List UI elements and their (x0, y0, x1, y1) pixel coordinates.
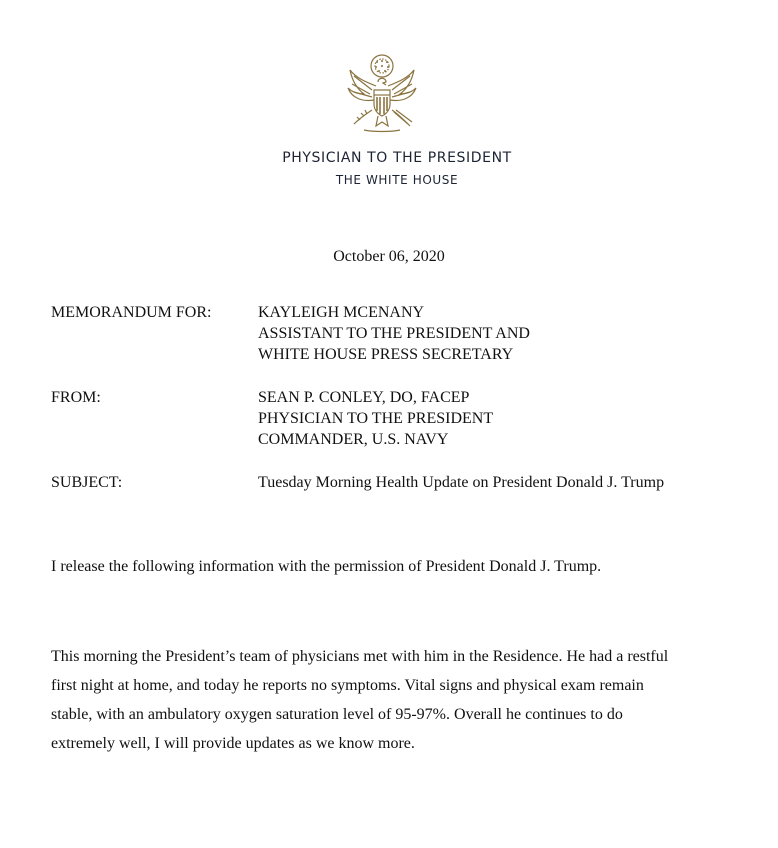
update-paragraph (51, 642, 731, 758)
memo-from-sender (258, 387, 493, 450)
intro-paragraph (51, 552, 731, 581)
paragraph-line: This morning the President’s team of physicians met with him in the Residence. He had a restful (51, 648, 669, 665)
recipient-line: KAYLEIGH MCENANY (258, 304, 425, 321)
paragraph-line: I release the following information with the permission of President Donald J. Trump. (51, 558, 602, 575)
memo-from-label: FROM: (51, 389, 101, 406)
recipient-line: WHITE HOUSE PRESS SECRETARY (258, 346, 514, 363)
memo-for-recipient (258, 302, 530, 365)
paragraph-line: extremely well, I will provide updates as we know more. (51, 735, 415, 752)
sender-line: COMMANDER, U.S. NAVY (258, 431, 449, 448)
memo-for-label: MEMORANDUM FOR: (51, 304, 212, 321)
recipient-line: ASSISTANT TO THE PRESIDENT AND (258, 325, 530, 342)
sender-line: PHYSICIAN TO THE PRESIDENT (258, 410, 494, 427)
memo-subject: Tuesday Morning Health Update on President Donald J. Trump (258, 474, 665, 491)
paragraph-line: first night at home, and today he reports no symptoms. Vital signs and physical exam remain (51, 677, 644, 694)
paragraph-line: stable, with an ambulatory oxygen saturation level of 95-97%. Overall he continues to do (51, 706, 623, 723)
memo-subject-label: SUBJECT: (51, 474, 123, 491)
memo-date: October 06, 2020 (333, 248, 445, 265)
sender-line: SEAN P. CONLEY, DO, FACEP (258, 389, 470, 406)
letterhead-subtitle: THE WHITE HOUSE (335, 173, 459, 187)
letterhead-title: PHYSICIAN TO THE PRESIDENT (282, 150, 512, 166)
presidential-seal-eagle-icon (342, 52, 422, 134)
